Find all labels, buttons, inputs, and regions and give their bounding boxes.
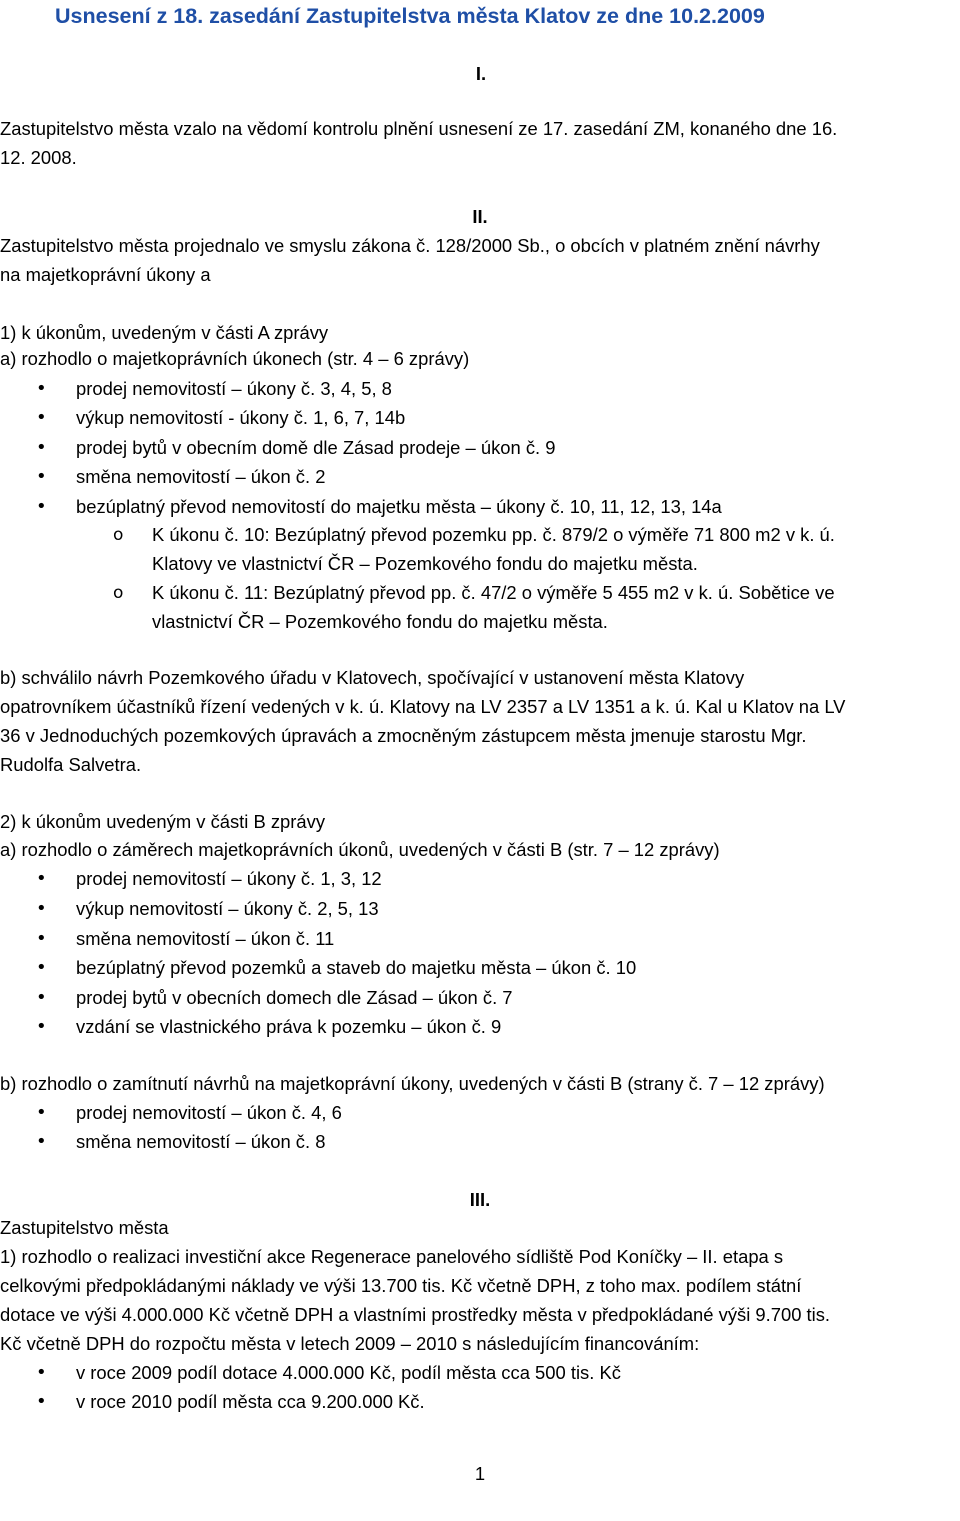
- sub-item-10-line-1: K úkonu č. 10: Bezúplatný převod pozemku pp. č. 879/2 o výměře 71 800 m2 v k. ú.: [152, 524, 835, 545]
- section-3-line-3: dotace ve výši 4.000.000 Kč včetně DPH a vlastními prostředky města v předpokládané výši 9.700 tis.: [0, 1304, 831, 1325]
- part-a-heading: 1) k úkonům, uvedeným v části A zprávy: [0, 322, 329, 343]
- bullet-icon: •: [36, 1391, 47, 1412]
- bullet-icon: •: [36, 1131, 47, 1152]
- part-b-line-3: 36 v Jednoduchých pozemkových úpravách a zmocněným zástupcem města jmenuje starostu Mgr.: [0, 725, 807, 746]
- list-item: výkup nemovitostí – úkony č. 2, 5, 13: [76, 898, 379, 919]
- list-item: v roce 2009 podíl dotace 4.000.000 Kč, podíl města cca 500 tis. Kč: [76, 1362, 621, 1383]
- sub-item-11-line-2: vlastnictví ČR – Pozemkového fondu do majetku města.: [152, 611, 608, 632]
- bullet-icon: •: [36, 928, 47, 949]
- sub-item-11-line-1: K úkonu č. 11: Bezúplatný převod pp. č. 47/2 o výměře 5 455 m2 v k. ú. Sobětice ve: [152, 582, 835, 603]
- section-3-intro: Zastupitelstvo města: [0, 1217, 169, 1238]
- bullet-icon: •: [36, 898, 47, 919]
- section-3-heading: III.: [469, 1189, 491, 1210]
- list-item: prodej nemovitostí – úkon č. 4, 6: [76, 1102, 342, 1123]
- bullet-icon: •: [36, 987, 47, 1008]
- circle-bullet-icon: o: [113, 525, 124, 545]
- part-b-line-1: b) schválilo návrh Pozemkového úřadu v Klatovech, spočívající v ustanovení města Klatovy: [0, 667, 745, 688]
- circle-bullet-icon: o: [113, 583, 124, 603]
- bullet-icon: •: [36, 437, 47, 458]
- section-3-line-1: 1) rozhodlo o realizaci investiční akce Regenerace panelového sídliště Pod Koníčky – II. etapa s: [0, 1246, 784, 1267]
- sub-item-10-line-2: Klatovy ve vlastnictví ČR – Pozemkového fondu do majetku města.: [152, 553, 698, 574]
- bullet-icon: •: [36, 466, 47, 487]
- list-item: prodej nemovitostí – úkony č. 3, 4, 5, 8: [76, 378, 392, 399]
- section-3-line-4: Kč včetně DPH do rozpočtu města v letech 2009 – 2010 s následujícím financováním:: [0, 1333, 700, 1354]
- list-item: výkup nemovitostí - úkony č. 1, 6, 7, 14b: [76, 407, 406, 428]
- document-title: Usnesení z 18. zasedání Zastupitelstva města Klatov ze dne 10.2.2009: [55, 4, 765, 28]
- part-b2-rejection: b) rozhodlo o zamítnutí návrhů na majetkoprávní úkony, uvedených v části B (strany č. 7 – 12 zprávy): [0, 1073, 825, 1094]
- part-b2-decision: a) rozhodlo o záměrech majetkoprávních úkonů, uvedených v části B (str. 7 – 12 zprávy): [0, 839, 720, 860]
- bullet-icon: •: [36, 496, 47, 517]
- section-2-intro-line-2: na majetkoprávní úkony a: [0, 264, 211, 285]
- bullet-icon: •: [36, 957, 47, 978]
- part-b-line-2: opatrovníkem účastníků řízení vedených v k. ú. Klatovy na LV 2357 a LV 1351 a k. ú. Kal u Klatov na LV: [0, 696, 846, 717]
- bullet-icon: •: [36, 407, 47, 428]
- list-item: prodej bytů v obecních domech dle Zásad – úkon č. 7: [76, 987, 513, 1008]
- list-item: bezúplatný převod pozemků a staveb do majetku města – úkon č. 10: [76, 957, 637, 978]
- list-item: směna nemovitostí – úkon č. 11: [76, 928, 335, 949]
- list-item: prodej bytů v obecním domě dle Zásad prodeje – úkon č. 9: [76, 437, 556, 458]
- bullet-icon: •: [36, 378, 47, 399]
- section-1-heading: I.: [475, 63, 487, 84]
- bullet-icon: •: [36, 1362, 47, 1383]
- bullet-icon: •: [36, 1102, 47, 1123]
- list-item: prodej nemovitostí – úkony č. 1, 3, 12: [76, 868, 382, 889]
- list-item: vzdání se vlastnického práva k pozemku – úkon č. 9: [76, 1016, 502, 1037]
- list-item: bezúplatný převod nemovitostí do majetku města – úkony č. 10, 11, 12, 13, 14a: [76, 496, 722, 517]
- page-number: 1: [474, 1463, 486, 1484]
- bullet-icon: •: [36, 1016, 47, 1037]
- section-2-intro-line-1: Zastupitelstvo města projednalo ve smyslu zákona č. 128/2000 Sb., o obcích v platném znění návrhy: [0, 235, 820, 256]
- part-b-line-4: Rudolfa Salvetra.: [0, 754, 142, 775]
- bullet-icon: •: [36, 868, 47, 889]
- section-2-heading: II.: [472, 206, 488, 227]
- list-item: směna nemovitostí – úkon č. 2: [76, 466, 326, 487]
- part-b2-heading: 2) k úkonům uvedeným v části B zprávy: [0, 811, 326, 832]
- section-1-text-line-2: 12. 2008.: [0, 147, 77, 168]
- list-item: směna nemovitostí – úkon č. 8: [76, 1131, 326, 1152]
- part-a-decision: a) rozhodlo o majetkoprávních úkonech (str. 4 – 6 zprávy): [0, 348, 470, 369]
- list-item: v roce 2010 podíl města cca 9.200.000 Kč.: [76, 1391, 425, 1412]
- section-3-line-2: celkovými předpokládanými náklady ve výši 13.700 tis. Kč včetně DPH, z toho max. podílem státní: [0, 1275, 802, 1296]
- section-1-text-line-1: Zastupitelstvo města vzalo na vědomí kontrolu plnění usnesení ze 17. zasedání ZM, konaného dne 16.: [0, 118, 838, 139]
